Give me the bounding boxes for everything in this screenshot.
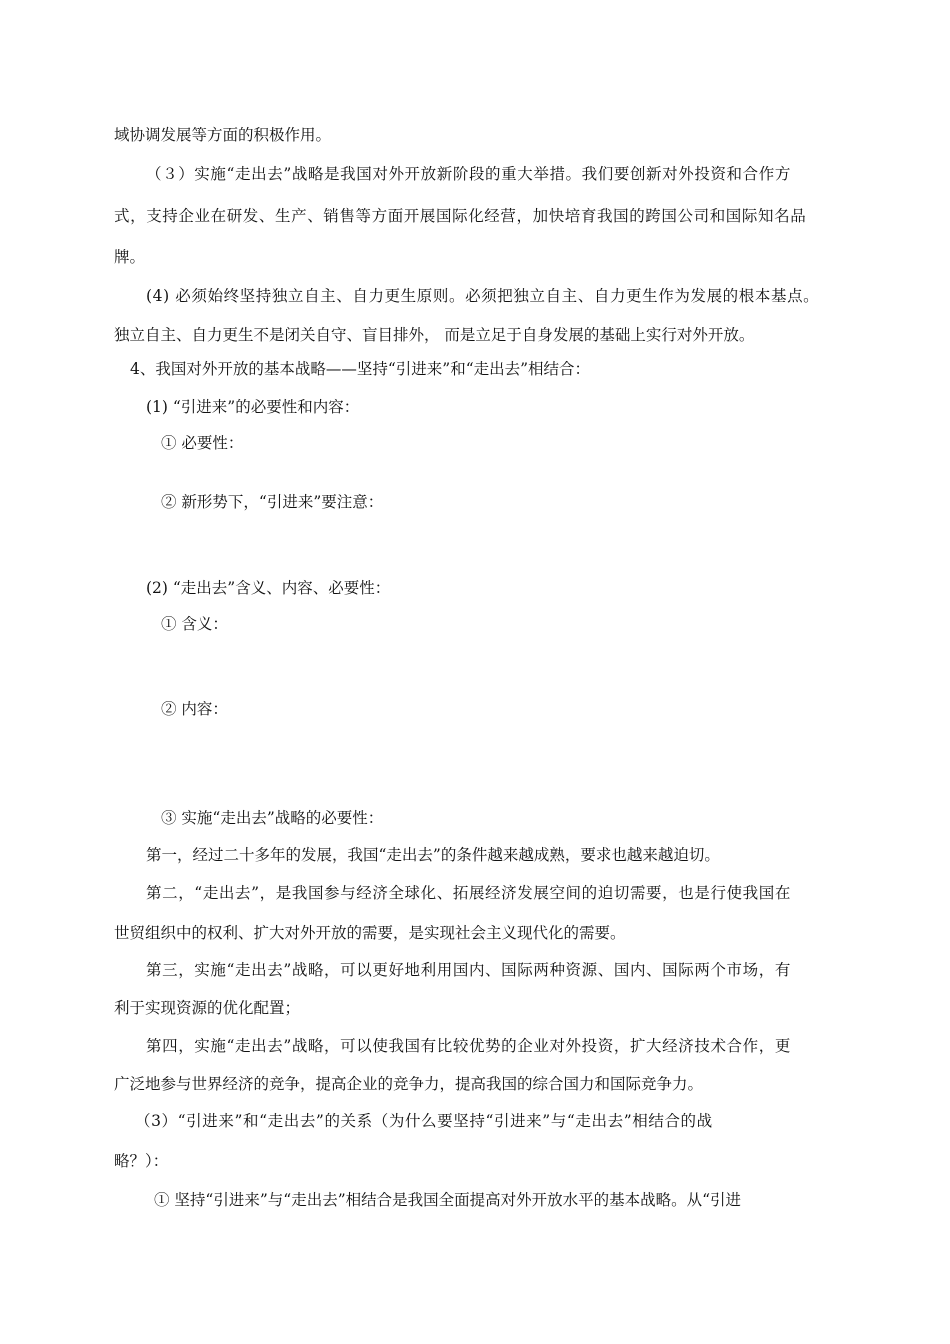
subheading-2: (2) “走出去”含义、内容、必要性：	[146, 579, 391, 597]
item-new-situation: ② 新形势下，“引进来”要注意：	[161, 493, 384, 511]
item-go-out-necessity: ③ 实施“走出去”战略的必要性：	[161, 809, 384, 827]
subheading-3-line-2: 略？）：	[114, 1152, 169, 1170]
paragraph-3-line-3: 牌。	[114, 248, 146, 266]
paragraph-4-line-2: 独立自主、自力更生不是闭关自守、盲目排外， 而是立足于自身发展的基础上实行对外开放。	[114, 326, 755, 344]
reason-2-line-2: 世贸组织中的权利、扩大对外开放的需要，是实现社会主义现代化的需要。	[114, 924, 626, 942]
paragraph-3-line-2: 式，支持企业在研发、生产、销售等方面开展国际化经营，加快培育我国的跨国公司和国际知名品	[114, 207, 807, 225]
item-meaning: ① 含义：	[161, 615, 228, 633]
reason-3-line-1: 第三，实施“走出去”战略，可以更好地利用国内、国际两种资源、国内、国际两个市场，有	[146, 961, 791, 979]
section-4-heading: 4、我国对外开放的基本战略——坚持“引进来”和“走出去”相结合：	[130, 360, 591, 378]
reason-1: 第一，经过二十多年的发展，我国“走出去”的条件越来越成熟，要求也越来越迫切。	[146, 846, 720, 864]
reason-4-line-1: 第四，实施“走出去”战略，可以使我国有比较优势的企业对外投资，扩大经济技术合作，更	[146, 1037, 791, 1055]
paragraph-4-line-1: (4) 必须始终坚持独立自主、自力更生原则。必须把独立自主、自力更生作为发展的根本基点。	[146, 287, 820, 305]
reason-4-line-2: 广泛地参与世界经济的竞争，提高企业的竞争力，提高我国的综合国力和国际竞争力。	[114, 1075, 704, 1093]
item-necessity: ① 必要性：	[161, 434, 244, 452]
subheading-3-line-1: （3）“引进来”和“走出去”的关系（为什么要坚持“引进来”与“走出去”相结合的战	[135, 1112, 713, 1130]
reason-2-line-1: 第二，“走出去”，是我国参与经济全球化、拓展经济发展空间的迫切需要，也是行使我国在	[146, 884, 791, 902]
paragraph-3-line-1: （３）实施“走出去”战略是我国对外开放新阶段的重大举措。我们要创新对外投资和合作方	[146, 165, 791, 183]
subheading-1: (1) “引进来”的必要性和内容：	[146, 398, 360, 416]
item-relationship-1: ① 坚持“引进来”与“走出去”相结合是我国全面提高对外开放水平的基本战略。从“引进	[154, 1191, 742, 1209]
text-line: 域协调发展等方面的积极作用。	[114, 126, 332, 144]
reason-3-line-2: 利于实现资源的优化配置；	[114, 999, 301, 1017]
item-content: ② 内容：	[161, 700, 228, 718]
